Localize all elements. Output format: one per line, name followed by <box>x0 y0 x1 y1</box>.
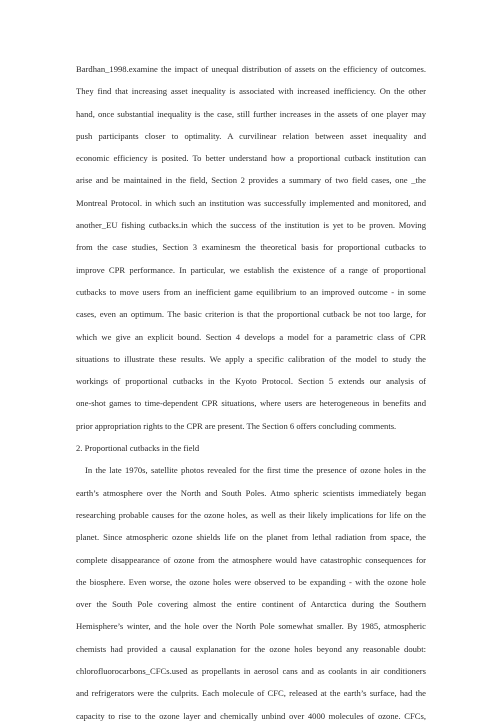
text-line: from the case studies, Section 3 examinesm the theoretical basis for proportional cutbacks to <box>76 242 426 253</box>
text-line: arise and be maintained in the field, Section 2 provides a summary of two field cases, one _the <box>76 175 426 186</box>
text-line: Montreal Protocol. in which such an institution was successfully implemented and monitored, and <box>76 197 426 208</box>
text-line: economic efficiency is posited. To better understand how a proportional cutback institution can <box>76 153 426 164</box>
text-line: Hemisphere’s winter, and the hole over the North Pole somewhat smaller. By 1985, atmospheric <box>76 621 426 632</box>
text-line: chemists had provided a causal explanation for the ozone holes beyond any reasonable doubt: <box>76 643 426 654</box>
text-line: the biosphere. Even worse, the ozone holes were observed to be expanding - with the ozone hole <box>76 576 426 587</box>
text-line: complete disappearance of ozone from the atmosphere would have catastrophic consequences for <box>76 554 426 565</box>
text-line: over the South Pole covering almost the entire continent of Antarctica during the Southern <box>76 599 426 610</box>
text-line: earth’s atmosphere over the North and South Poles. Atmo spheric scientists immediately began <box>76 487 426 498</box>
text-line: situations to illustrate these results. We apply a specific calibration of the model to study the <box>76 353 426 364</box>
text-line: which we give an explicit bound. Section 4 develops a model for a parametric class of CPR <box>76 331 426 342</box>
text-line: push participants closer to optimality. A curvilinear relation between asset inequality and <box>76 130 426 141</box>
paragraph-ozone <box>76 459 426 727</box>
body-text <box>76 58 426 727</box>
text-line: chlorofluorocarbons_CFCs.used as propellants in aerosol cans and as coolants in air conditioners <box>76 666 426 677</box>
text-line: capacity to rise to the ozone layer and chemically unbind over 4000 molecules of ozone. CFCs, <box>76 710 426 721</box>
text-line: another_EU fishing cutbacks.in which the success of the institution is yet to be proven. Moving <box>76 220 426 231</box>
text-line: researching probable causes for the ozone holes, as well as their likely implications for life on the <box>76 509 426 520</box>
text-line: In the late 1970s, satellite photos revealed for the first time the presence of ozone holes in the <box>85 465 426 476</box>
paragraph-intro <box>76 58 426 437</box>
text-line: hand, once substantial inequality is the case, still further increases in the assets of one player may <box>76 108 426 119</box>
section-heading: 2. Proportional cutbacks in the field <box>76 443 200 454</box>
text-line: Bardhan_1998.examine the impact of unequal distribution of assets on the efficiency of outcomes. <box>76 64 426 74</box>
text-line: cases, even an optimum. The basic criterion is that the proportional cutback be not too large, for <box>76 309 426 320</box>
text-line: They find that increasing asset inequality is associated with increased inefficiency. On the other <box>76 86 426 97</box>
text-line: planet. Since atmospheric ozone shields life on the planet from lethal radiation from space, the <box>76 532 426 543</box>
text-line: cutbacks to move users from an inefficient game equilibrium to an improved outcome - in some <box>76 286 426 297</box>
text-line: and refrigerators were the culprits. Each molecule of CFC, released at the earth’s surface, had the <box>76 688 426 699</box>
text-line: improve CPR performance. In particular, we establish the existence of a range of proportional <box>76 264 426 275</box>
text-line: one-shot games to time-dependent CPR situations, where users are heterogeneous in benefits and <box>76 398 426 409</box>
text-line: prior appropriation rights to the CPR are present. The Section 6 offers concluding comments. <box>76 420 397 431</box>
text-line: workings of proportional cutbacks in the Kyoto Protocol. Section 5 extends our analysis of <box>76 376 426 387</box>
